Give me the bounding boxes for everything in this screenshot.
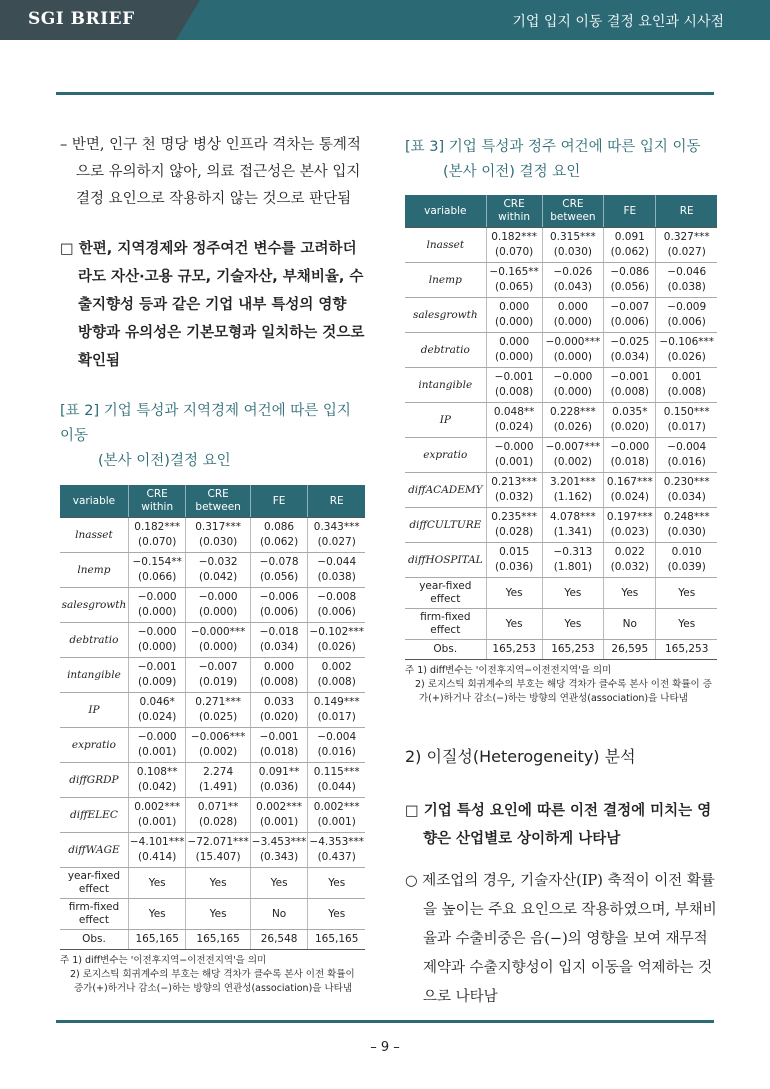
table2-cell: 0.000 (0.008): [250, 658, 308, 693]
table2-row-label: debtratio: [60, 623, 128, 658]
table3-cell: 0.213*** (0.032): [486, 473, 542, 508]
table2-header-4: RE: [308, 485, 365, 518]
table3-cell: −0.313 (1.801): [542, 543, 604, 578]
table2-cell: −0.078 (0.056): [250, 553, 308, 588]
table3-cell: 0.022 (0.032): [604, 543, 656, 578]
table2-cell: −0.000 (0.000): [128, 588, 186, 623]
table2-row: [60, 899, 365, 930]
table3-cell: −0.004 (0.016): [656, 438, 717, 473]
table3-title-line2: (본사 이전) 결정 요인: [443, 164, 581, 180]
table3-row-label: expratio: [405, 438, 486, 473]
table2-cell: Yes: [128, 899, 186, 930]
table2-cell: −0.006*** (0.002): [186, 728, 250, 763]
table3-cell: 165,253: [656, 640, 717, 660]
table3-cell: 0.230*** (0.034): [656, 473, 717, 508]
table3-cell: −0.025 (0.034): [604, 333, 656, 368]
top-rule: [56, 92, 714, 95]
table2-row: [60, 763, 365, 798]
table3-cell: −0.001 (0.008): [604, 368, 656, 403]
table3: [405, 195, 717, 660]
right-box-paragraph: □ 기업 특성 요인에 따른 이전 결정에 미치는 영향은 산업별로 상이하게 나타남: [405, 803, 712, 847]
table2-cell: −3.453*** (0.343): [250, 833, 308, 868]
table3-row-label: Obs.: [405, 640, 486, 660]
table2-row: [60, 553, 365, 588]
table3-cell: Yes: [542, 609, 604, 640]
box-paragraph: □ 한편, 지역경제와 정주여건 변수를 고려하더라도 자산·고용 규모, 기술자산, 부채비율, 수출지향성 등과 같은 기업 내부 특성의 영향 방향과 유의성은 기본모형과 일치하는 것으로 확인됨: [60, 241, 365, 369]
table2-cell: Yes: [186, 899, 250, 930]
table2-cell: Yes: [250, 868, 308, 899]
page-number: – 9 –: [370, 1040, 400, 1055]
table3-row-label: salesgrowth: [405, 298, 486, 333]
table3-cell: 0.000 (0.000): [486, 298, 542, 333]
table2-row: [60, 930, 365, 950]
table2-cell: Yes: [308, 868, 365, 899]
table2-row-label: diffWAGE: [60, 833, 128, 868]
table2-cell: 0.071** (0.028): [186, 798, 250, 833]
table2-row: [60, 693, 365, 728]
table3-cell: Yes: [486, 578, 542, 609]
table2-cell: −0.044 (0.038): [308, 553, 365, 588]
table3-header-1: CRE within: [486, 195, 542, 228]
table3-row-label: diffACADEMY: [405, 473, 486, 508]
table3-cell: −0.007 (0.006): [604, 298, 656, 333]
table3-header-3: FE: [604, 195, 656, 228]
table2-cell: −0.007 (0.019): [186, 658, 250, 693]
table3-cell: Yes: [486, 609, 542, 640]
table3-row-label: debtratio: [405, 333, 486, 368]
table3-row-label: diffHOSPITAL: [405, 543, 486, 578]
table3-cell: 0.000 (0.000): [542, 298, 604, 333]
table3-row-label: diffCULTURE: [405, 508, 486, 543]
table2-row-label: lnemp: [60, 553, 128, 588]
left-column: [60, 132, 365, 996]
table3-cell: −0.007*** (0.002): [542, 438, 604, 473]
table2-cell: 165,165: [308, 930, 365, 950]
table2-row: [60, 623, 365, 658]
table2-cell: −0.000*** (0.000): [186, 623, 250, 658]
table3-note1: 주 1) diff변수는 '이전후지역−이전전지역'을 의미: [405, 665, 612, 676]
table3-cell: −0.009 (0.006): [656, 298, 717, 333]
table2-note2: 2) 로지스틱 회귀계수의 부호는 해당 격차가 클수록 본사 이전 확률이 증가(+)하거나 감소(−)하는 방향의 연관성(association)을 나타냄: [70, 969, 355, 994]
brand-logo: SGI BRIEF: [28, 9, 135, 29]
table3-cell: 0.197*** (0.023): [604, 508, 656, 543]
table2-cell: −0.032 (0.042): [186, 553, 250, 588]
table2-cell: 165,165: [128, 930, 186, 950]
table2-row-label: firm-fixed effect: [60, 899, 128, 930]
table3-cell: 0.327*** (0.027): [656, 228, 717, 263]
table3-row-label: firm-fixed effect: [405, 609, 486, 640]
table2-header-0: variable: [60, 485, 128, 518]
table3-cell: −0.165** (0.065): [486, 263, 542, 298]
header-topic: 기업 입지 이동 결정 요인과 시사점: [512, 14, 724, 30]
table3-cell: 165,253: [486, 640, 542, 660]
table2-cell: 0.343*** (0.027): [308, 518, 365, 553]
table3-cell: 0.000 (0.000): [486, 333, 542, 368]
table2: [60, 485, 365, 950]
table3-row-label: IP: [405, 403, 486, 438]
table2-cell: 0.033 (0.020): [250, 693, 308, 728]
table2-row-label: intangible: [60, 658, 128, 693]
table2-cell: Yes: [128, 868, 186, 899]
table2-cell: −72.071*** (15.407): [186, 833, 250, 868]
table3-cell: 165,253: [542, 640, 604, 660]
dash-paragraph: – 반면, 인구 천 명당 병상 인프라 격차는 통계적으로 유의하지 않아, 의료 접근성은 본사 입지 결정 요인으로 작용하지 않는 것으로 판단됨: [60, 137, 361, 207]
table2-row-label: Obs.: [60, 930, 128, 950]
section-heading: 2) 이질성(Heterogeneity) 분석: [405, 747, 636, 766]
table2-cell: −0.001 (0.009): [128, 658, 186, 693]
table2-row: [60, 518, 365, 553]
table3-cell: 0.048** (0.024): [486, 403, 542, 438]
table2-cell: −4.353*** (0.437): [308, 833, 365, 868]
table2-cell: 0.182*** (0.070): [128, 518, 186, 553]
table3-cell: No: [604, 609, 656, 640]
table3-row-label: intangible: [405, 368, 486, 403]
table3-cell: 0.248*** (0.030): [656, 508, 717, 543]
table3-cell: −0.001 (0.008): [486, 368, 542, 403]
table3-note2: 2) 로지스틱 회귀계수의 부호는 해당 격차가 클수록 본사 이전 확률이 증가(+)하거나 감소(−)하는 방향의 연관성(association)을 나타냄: [415, 679, 712, 704]
table2-row: [60, 833, 365, 868]
table3-title-line1: [표 3] 기업 특성과 정주 여건에 따른 입지 이동: [405, 139, 701, 155]
table3-cell: −0.000 (0.001): [486, 438, 542, 473]
table2-cell: Yes: [308, 899, 365, 930]
table2-cell: −0.102*** (0.026): [308, 623, 365, 658]
circle-paragraph: ○ 제조업의 경우, 기술자산(IP) 축적이 이전 확률을 높이는 주요 요인으로 작용하였으며, 부채비율과 수출비중은 음(−)의 영향을 보여 재무적 제약과 수출지향성이 입지 이동을 억제하는 것으로 나타남: [405, 873, 717, 1005]
table3-cell: 26,595: [604, 640, 656, 660]
table3-row: [405, 263, 717, 298]
table2-title-line1: [표 2] 기업 특성과 지역경제 여건에 따른 입지 이동: [60, 403, 351, 444]
table2-cell: 165,165: [186, 930, 250, 950]
table2-cell: −0.006 (0.006): [250, 588, 308, 623]
table3-title: [405, 135, 717, 185]
table3-row: [405, 368, 717, 403]
bottom-rule: [56, 1020, 714, 1023]
table2-cell: 26,548: [250, 930, 308, 950]
table2-row-label: lnasset: [60, 518, 128, 553]
table2-cell: 0.271*** (0.025): [186, 693, 250, 728]
table3-header-4: RE: [656, 195, 717, 228]
table3-cell: Yes: [656, 609, 717, 640]
table3-cell: Yes: [542, 578, 604, 609]
table3-cell: 0.228*** (0.026): [542, 403, 604, 438]
table2-title: [60, 399, 365, 474]
table2-note1: 주 1) diff변수는 '이전후지역−이전전지역'을 의미: [60, 955, 267, 966]
table2-cell: 0.002*** (0.001): [128, 798, 186, 833]
table3-cell: 0.010 (0.039): [656, 543, 717, 578]
table3-row: [405, 228, 717, 263]
table3-cell: 4.078*** (1.341): [542, 508, 604, 543]
table3-cell: −0.000 (0.000): [542, 368, 604, 403]
right-column: [405, 135, 717, 1012]
table2-cell: 0.002*** (0.001): [308, 798, 365, 833]
table3-row: [405, 333, 717, 368]
table2-cell: 2.274 (1.491): [186, 763, 250, 798]
table3-cell: Yes: [656, 578, 717, 609]
table2-cell: 0.046* (0.024): [128, 693, 186, 728]
table2-cell: −0.154** (0.066): [128, 553, 186, 588]
table2-cell: 0.002 (0.008): [308, 658, 365, 693]
table2-cell: 0.002*** (0.001): [250, 798, 308, 833]
table2-header-2: CRE between: [186, 485, 250, 518]
table3-cell: 0.167*** (0.024): [604, 473, 656, 508]
table3-row-label: year-fixed effect: [405, 578, 486, 609]
table2-row-label: salesgrowth: [60, 588, 128, 623]
table3-cell: Yes: [604, 578, 656, 609]
table2-cell: −4.101*** (0.414): [128, 833, 186, 868]
table2-row: [60, 798, 365, 833]
table2-cell: −0.000 (0.000): [128, 623, 186, 658]
table2-cell: Yes: [186, 868, 250, 899]
table2-header-3: FE: [250, 485, 308, 518]
table3-row: [405, 609, 717, 640]
table3-row-label: lnemp: [405, 263, 486, 298]
table3-row: [405, 298, 717, 333]
table3-cell: −0.000*** (0.000): [542, 333, 604, 368]
table3-cell: 0.150*** (0.017): [656, 403, 717, 438]
table2-row-label: year-fixed effect: [60, 868, 128, 899]
table2-row-label: expratio: [60, 728, 128, 763]
table2-cell: 0.086 (0.062): [250, 518, 308, 553]
table3-row: [405, 508, 717, 543]
table3-cell: −0.046 (0.038): [656, 263, 717, 298]
table3-row: [405, 578, 717, 609]
table3-cell: −0.086 (0.056): [604, 263, 656, 298]
table2-cell: −0.008 (0.006): [308, 588, 365, 623]
table2-row: [60, 728, 365, 763]
table3-cell: −0.026 (0.043): [542, 263, 604, 298]
table3-cell: 0.035* (0.020): [604, 403, 656, 438]
table3-cell: −0.106*** (0.026): [656, 333, 717, 368]
table2-row: [60, 658, 365, 693]
table2-title-line2: (본사 이전)결정 요인: [98, 453, 231, 469]
table3-cell: 0.015 (0.036): [486, 543, 542, 578]
table2-cell: 0.091** (0.036): [250, 763, 308, 798]
table3-row: [405, 403, 717, 438]
table2-row: [60, 868, 365, 899]
table2-cell: −0.000 (0.001): [128, 728, 186, 763]
table3-cell: 0.182*** (0.070): [486, 228, 542, 263]
table3-row-label: lnasset: [405, 228, 486, 263]
table2-cell: 0.149*** (0.017): [308, 693, 365, 728]
table3-row: [405, 543, 717, 578]
table2-cell: 0.108** (0.042): [128, 763, 186, 798]
table2-header-1: CRE within: [128, 485, 186, 518]
table3-header-2: CRE between: [542, 195, 604, 228]
table3-cell: 3.201*** (1.162): [542, 473, 604, 508]
table2-cell: No: [250, 899, 308, 930]
table3-cell: −0.000 (0.018): [604, 438, 656, 473]
table2-row-label: IP: [60, 693, 128, 728]
table2-cell: 0.317*** (0.030): [186, 518, 250, 553]
page-header: [0, 0, 770, 40]
table2-cell: −0.018 (0.034): [250, 623, 308, 658]
table3-cell: 0.315*** (0.030): [542, 228, 604, 263]
table3-cell: 0.091 (0.062): [604, 228, 656, 263]
table2-row-label: diffELEC: [60, 798, 128, 833]
table3-row: [405, 438, 717, 473]
table2-cell: 0.115*** (0.044): [308, 763, 365, 798]
table2-cell: −0.001 (0.018): [250, 728, 308, 763]
table3-row: [405, 473, 717, 508]
table2-cell: −0.000 (0.000): [186, 588, 250, 623]
table2-row-label: diffGRDP: [60, 763, 128, 798]
table2-cell: −0.004 (0.016): [308, 728, 365, 763]
table3-header-0: variable: [405, 195, 486, 228]
table2-row: [60, 588, 365, 623]
table3-row: [405, 640, 717, 660]
table3-cell: 0.235*** (0.028): [486, 508, 542, 543]
table3-cell: 0.001 (0.008): [656, 368, 717, 403]
